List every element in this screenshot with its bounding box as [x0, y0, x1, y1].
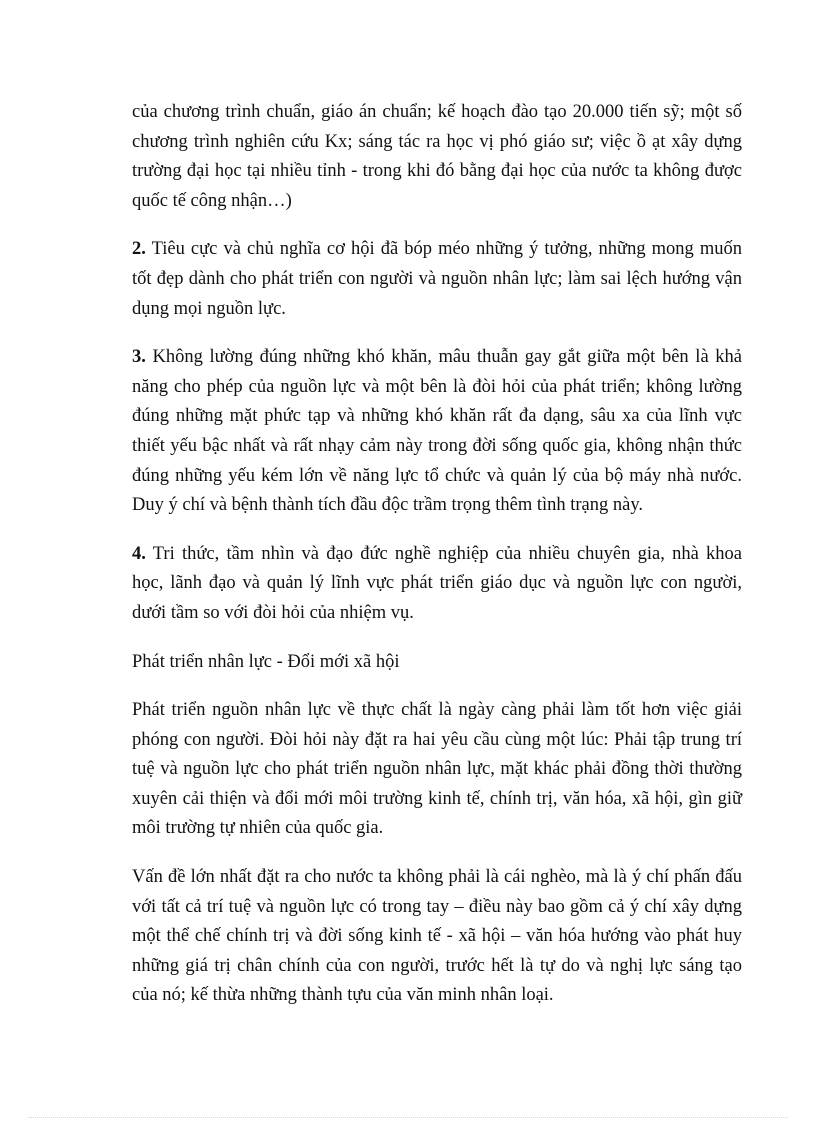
- text-line: Duy ý chí và bệnh thành tích đầu độc trầm trọng thêm tình trạng này.: [132, 495, 644, 516]
- document-body: [132, 98, 742, 1030]
- item-number: 3.: [132, 347, 146, 368]
- text-line: tuệ và nguồn lực cho phát triển nguồn nhân lực, mặt khác phải đồng thời thường: [132, 759, 742, 780]
- text-line: thiết yếu bậc nhất và rất nhạy cảm này trong đời sống quốc gia, không nhận thức: [132, 435, 742, 456]
- text-line: Vấn đề lớn nhất đặt ra cho nước ta không phải là cái nghèo, mà là ý chí phấn đấu: [132, 867, 742, 888]
- paragraph-section-1: [132, 696, 742, 844]
- paragraph-item-2: [132, 235, 742, 324]
- text-line: [132, 540, 742, 570]
- text-segment: Không lường đúng những khó khăn, mâu thuẫn gay gắt giữa một bên là khả: [145, 347, 742, 368]
- text-line: xuyên cải thiện và đổi mới môi trường kinh tế, chính trị, văn hóa, xã hội, gìn giữ: [132, 788, 742, 809]
- text-line: trường đại học tại nhiều tỉnh - trong khi đó bằng đại học của nước ta không được: [132, 161, 742, 182]
- text-line: của chương trình chuẩn, giáo án chuẩn; kế hoạch đào tạo 20.000 tiến sỹ; một số: [132, 102, 742, 122]
- paragraph-item-4: [132, 540, 742, 629]
- text-line: của nó; kế thừa những thành tựu của văn minh nhân loại.: [132, 985, 554, 1006]
- text-line: đúng những yếu kém lớn về năng lực tổ chức và quản lý của bộ máy nhà nước.: [132, 465, 742, 486]
- text-line: học, lãnh đạo và quản lý lĩnh vực phát triển giáo dục và nguồn lực con người,: [132, 573, 742, 594]
- paragraph-item-3: [132, 343, 742, 521]
- text-line: quốc tế công nhận…): [132, 190, 292, 211]
- section-heading: Phát triển nhân lực - Đổi mới xã hội: [132, 651, 400, 672]
- text-line: tốt đẹp dành cho phát triển con người và nguồn nhân lực; làm sai lệch hướng vận: [132, 268, 742, 289]
- page-bottom-rule: [28, 1117, 788, 1118]
- item-number: 2.: [132, 239, 146, 260]
- paragraph-continued: [132, 98, 742, 216]
- text-line: đúng những mặt phức tạp và những khó khăn rất đa dạng, sâu xa của lĩnh vực: [132, 406, 742, 427]
- text-line: phóng con người. Đòi hỏi này đặt ra hai yêu cầu cùng một lúc: Phải tập trung trí: [132, 729, 742, 750]
- text-line: dưới tầm so với đòi hỏi của nhiệm vụ.: [132, 602, 414, 623]
- text-segment: Tiêu cực và chủ nghĩa cơ hội đã bóp méo những ý tưởng, những mong muốn: [145, 239, 742, 260]
- item-number: 4.: [132, 543, 146, 564]
- text-segment: Tri thức, tầm nhìn và đạo đức nghề nghiệp của nhiều chuyên gia, nhà khoa: [145, 543, 742, 564]
- paragraph-section-2: [132, 863, 742, 1011]
- text-line: chương trình nghiên cứu Kx; sáng tác ra học vị phó giáo sư; việc ồ ạt xây dựng: [132, 131, 742, 152]
- text-line: một thể chế chính trị và đời sống kinh tế - xã hội – văn hóa hướng vào phát huy: [132, 926, 742, 947]
- text-line: [132, 235, 742, 265]
- text-line: những giá trị chân chính của con người, trước hết là tự do và nghị lực sáng tạo: [132, 955, 742, 976]
- text-line: môi trường tự nhiên của quốc gia.: [132, 818, 384, 839]
- text-line: năng cho phép của nguồn lực và một bên là đòi hỏi của phát triển; không lường: [132, 376, 742, 397]
- text-line: [132, 343, 742, 373]
- text-line: với tất cả trí tuệ và nguồn lực có trong tay – điều này bao gồm cả ý chí xây dựng: [132, 896, 742, 917]
- text-line: dụng mọi nguồn lực.: [132, 298, 286, 319]
- text-line: Phát triển nguồn nhân lực về thực chất là ngày càng phải làm tốt hơn việc giải: [132, 700, 742, 721]
